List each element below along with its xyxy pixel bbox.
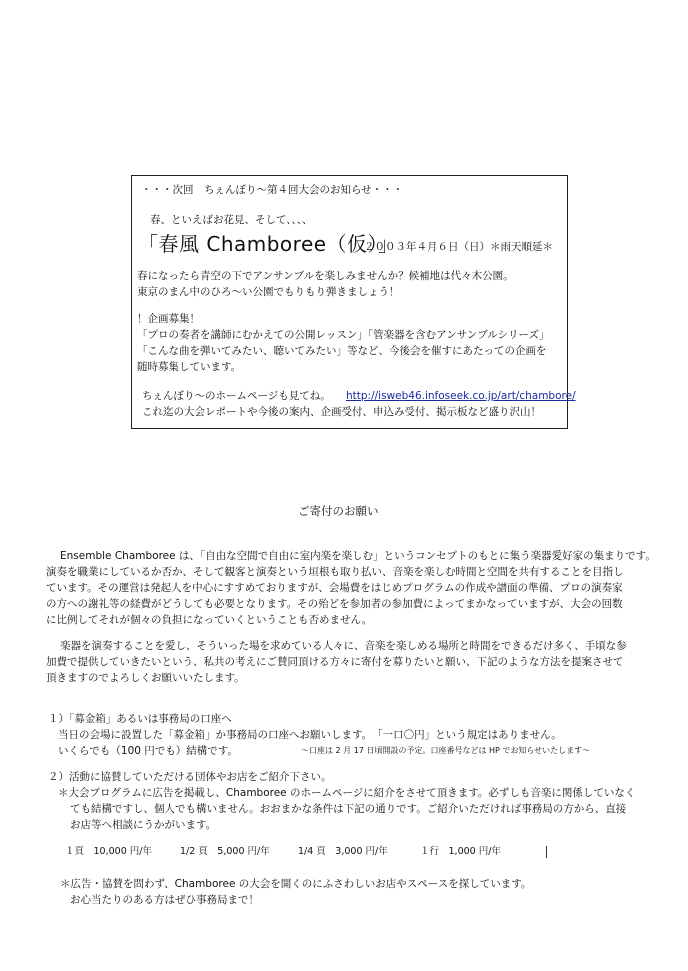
para1-line5: に比例してそれが個々の負担になっていくということも否めません。 [46,614,373,626]
event-notice-box [131,175,576,429]
plan-line-2: 「プロの奏者を講師にむかえての公開レッスン」「管楽器を含むアンサンブルシリーズ」 [137,329,550,341]
homepage-link[interactable]: http://isweb46.infoseek.co.jp/art/chambore/ [346,390,576,402]
donation-title: ご寄付のお願い [298,504,379,518]
method2-title: ２）活動に協賛していただける団体やお店をご紹介下さい。 [48,771,332,783]
para2-line1: 楽器を演奏することを愛し、そういった場を求めている人々に、音楽を楽しめる場所と時間をできるだけ多く、手頃な参 [60,640,627,652]
method2-line2: ても結構ですし、個人でも構いません。おおまかな条件は下記の通りです。ご紹介いただければ事務局の方から、直接 [70,803,627,815]
event-title: 「春風 Chamboree（仮）」 [138,232,399,256]
method2-line3: お店等へ相談にうかがいます。 [70,819,217,831]
method1-note: 〜口座は 2 月 17 日頃開設の予定。口座番号などは HP でお知らせいたします〜 [301,746,591,755]
method2-line5: お心当たりのある方はぜひ事務局まで！ [70,894,259,906]
price-full-page: １頁 10,000 円/年 [65,846,152,857]
homepage-text: ちぇんぼり〜のホームページも見てね。 [142,390,331,402]
method1-title: １）「募金箱」あるいは事務局の口座へ [48,713,232,725]
para1-line4: の方への謝礼等の経費がどうしても必要となります。その殆どを参加者の参加費によってまかなっていますが、大会の回数 [46,598,623,610]
para1-line2: 演奏を職業にしているか否か、そして観客と演奏という垣根も取り払い、音楽を楽しむ時間と空間を共有することを目指し [46,566,624,578]
price-one-line: １行 1,000 円/年 [420,846,501,857]
intro-line-2: 東京のまん中のひろ〜い公園でもりもり弾きましょう！ [137,286,400,298]
notice-heading: ・・・次回 ちぇんぼり〜第４回大会のお知らせ・・・ [141,184,404,196]
spring-line: 春、といえばお花見、そして、、、、 [150,214,313,226]
plan-line-1: ！企画募集！ [137,313,200,325]
event-date: ２００３年４月６日（日）＊雨天順延＊ [364,241,553,253]
method1-line2: いくらでも（100 円でも）結構です。 [58,745,238,757]
price-quarter-page: 1/4 頁 3,000 円/年 [298,846,388,857]
price-half-page: 1/2 頁 5,000 円/年 [180,846,270,857]
homepage-desc: これ迄の大会レポートや今後の案内、企画受付、申込み受付、掲示板など盛り沢山！ [142,406,541,418]
plan-line-3: 「こんな曲を弾いてみたい、聴いてみたい」等など、今後会を催すにあたっての企画を [137,345,547,357]
para1-line3: ています。その運営は発起人を中心にすすめておりますが、会場費をはじめプログラムの作成や譜面の準備、プロの演奏家 [46,582,623,594]
method2-line1: ＊大会プログラムに広告を掲載し、Chamboree のホームページに紹介をさせて頂きます。必ずしも音楽に関係していなく [58,787,636,799]
intro-line-1: 春になったら青空の下でアンサンブルを楽しみませんか？候補地は代々木公園。 [137,270,514,282]
para1-line1: Ensemble Chamboree は、「自由な空間で自由に室内楽を楽しむ」というコンセプトのもとに集う楽器愛好家の集まりです。 [60,550,656,562]
method1-line1: 当日の会場に設置した「募金箱」か事務局の口座へお願いします。 「一口〇円」という規定はありません。 [58,729,562,741]
method2-line4: ＊広告・協賛を問わず、Chamboree の大会を開くのにふさわしいお店やスペースを探しています。 [60,878,532,890]
plan-line-4: 随時募集しています。 [137,361,242,373]
para2-line3: 頂きますのでよろしくお願いいたします。 [46,672,245,684]
para2-line2: 加費で提供していきたいという、私共の考えにご賛同頂ける方々に寄付を募りたいと願い、下記のような方法を提案させて [46,656,624,668]
text-cursor [546,846,547,858]
